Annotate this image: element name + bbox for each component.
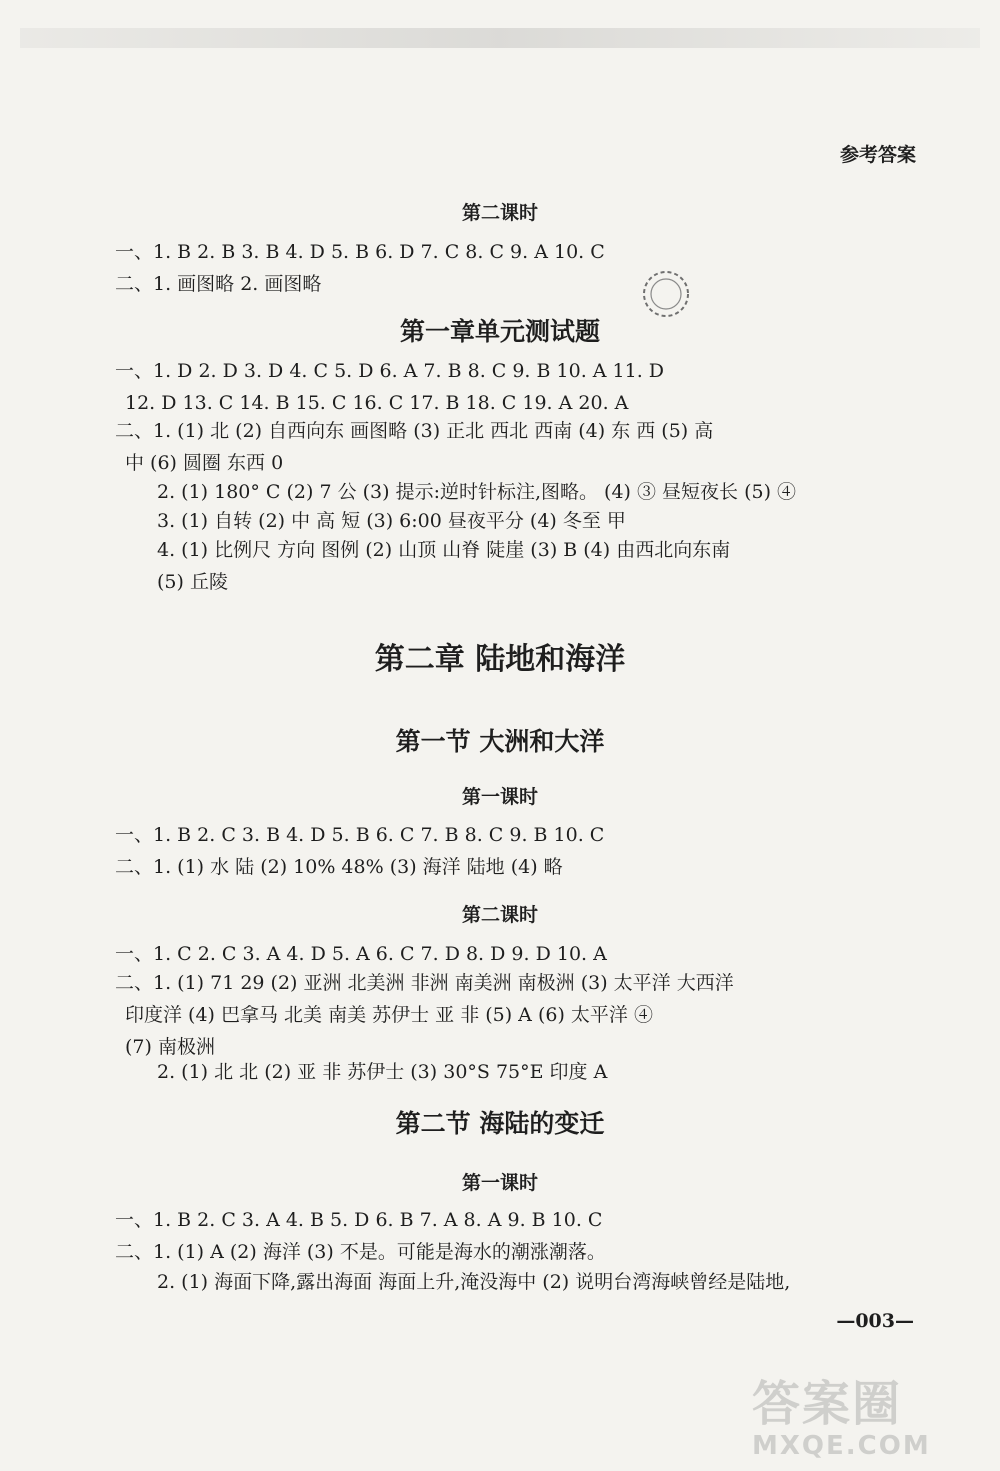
answer-line: 二、1. 画图略 2. 画图略 — [115, 273, 322, 295]
answer-line: 一、1. B 2. B 3. B 4. D 5. B 6. D 7. C 8. C 9. A 10. C — [115, 241, 605, 263]
page-number: —003— — [836, 1310, 914, 1332]
answer-line: 3. (1) 自转 (2) 中 高 短 (3) 6:00 昼夜平分 (4) 冬至 甲 — [157, 510, 626, 532]
answer-line: 二、1. (1) A (2) 海洋 (3) 不是。可能是海水的潮涨潮落。 — [115, 1241, 606, 1263]
answer-line: 2. (1) 海面下降,露出海面 海面上升,淹没海中 (2) 说明台湾海峡曾经是陆地, — [157, 1271, 791, 1293]
answer-line: 一、1. C 2. C 3. A 4. D 5. A 6. C 7. D 8. D 9. D 10. A — [115, 943, 607, 965]
answer-line: 2. (1) 180° C (2) 7 公 (3) 提示:逆时针标注,图略。 (4) ③ 昼短夜长 (5) ④ — [157, 481, 797, 503]
answer-line: 12. D 13. C 14. B 15. C 16. C 17. B 18. C 19. A 20. A — [125, 392, 629, 414]
answer-line: 二、1. (1) 71 29 (2) 亚洲 北美洲 非洲 南美洲 南极洲 (3) 太平洋 大西洋 — [115, 972, 734, 994]
lesson-title: 第二课时 — [461, 904, 538, 926]
answer-line: 一、1. D 2. D 3. D 4. C 5. D 6. A 7. B 8. C 9. B 10. A 11. D — [115, 360, 665, 382]
answer-line: (7) 南极洲 — [125, 1036, 215, 1058]
section-title: 第一节 大洲和大洋 — [395, 727, 605, 756]
watermark-url: MXQE.COM — [752, 1431, 931, 1461]
answer-line: 2. (1) 北 北 (2) 亚 非 苏伊士 (3) 30°S 75°E 印度 A — [157, 1061, 608, 1083]
scan-top-shadow — [20, 28, 980, 48]
answer-line: 4. (1) 比例尺 方向 图例 (2) 山顶 山脊 陡崖 (3) B (4) 由西北向东南 — [157, 539, 731, 561]
watermark — [752, 1378, 984, 1468]
running-head: 参考答案 — [839, 144, 916, 166]
answer-line: 一、1. B 2. C 3. B 4. D 5. B 6. C 7. B 8. C 9. B 10. C — [115, 824, 605, 846]
chapter-title: 第二章 陆地和海洋 — [374, 642, 626, 677]
answer-line: (5) 丘陵 — [157, 571, 228, 593]
unit-test-title: 第一章单元测试题 — [399, 317, 600, 346]
answer-line: 一、1. B 2. C 3. A 4. B 5. D 6. B 7. A 8. A 9. B 10. C — [115, 1209, 603, 1231]
section-title: 第二节 海陆的变迁 — [395, 1109, 605, 1138]
watermark-logo: 答案圈 — [752, 1376, 903, 1432]
lesson-title: 第一课时 — [461, 1172, 538, 1194]
answer-line: 印度洋 (4) 巴拿马 北美 南美 苏伊士 亚 非 (5) A (6) 太平洋 ④ — [125, 1004, 653, 1026]
answer-line: 中 (6) 圆圈 东西 0 — [125, 452, 284, 474]
answer-line: 二、1. (1) 北 (2) 自西向东 画图略 (3) 正北 西北 西南 (4) 东 西 (5) 高 — [115, 420, 714, 442]
lesson-title: 第一课时 — [461, 786, 538, 808]
lesson-title: 第二课时 — [461, 202, 538, 224]
answer-line: 二、1. (1) 水 陆 (2) 10% 48% (3) 海洋 陆地 (4) 略 — [115, 856, 563, 878]
